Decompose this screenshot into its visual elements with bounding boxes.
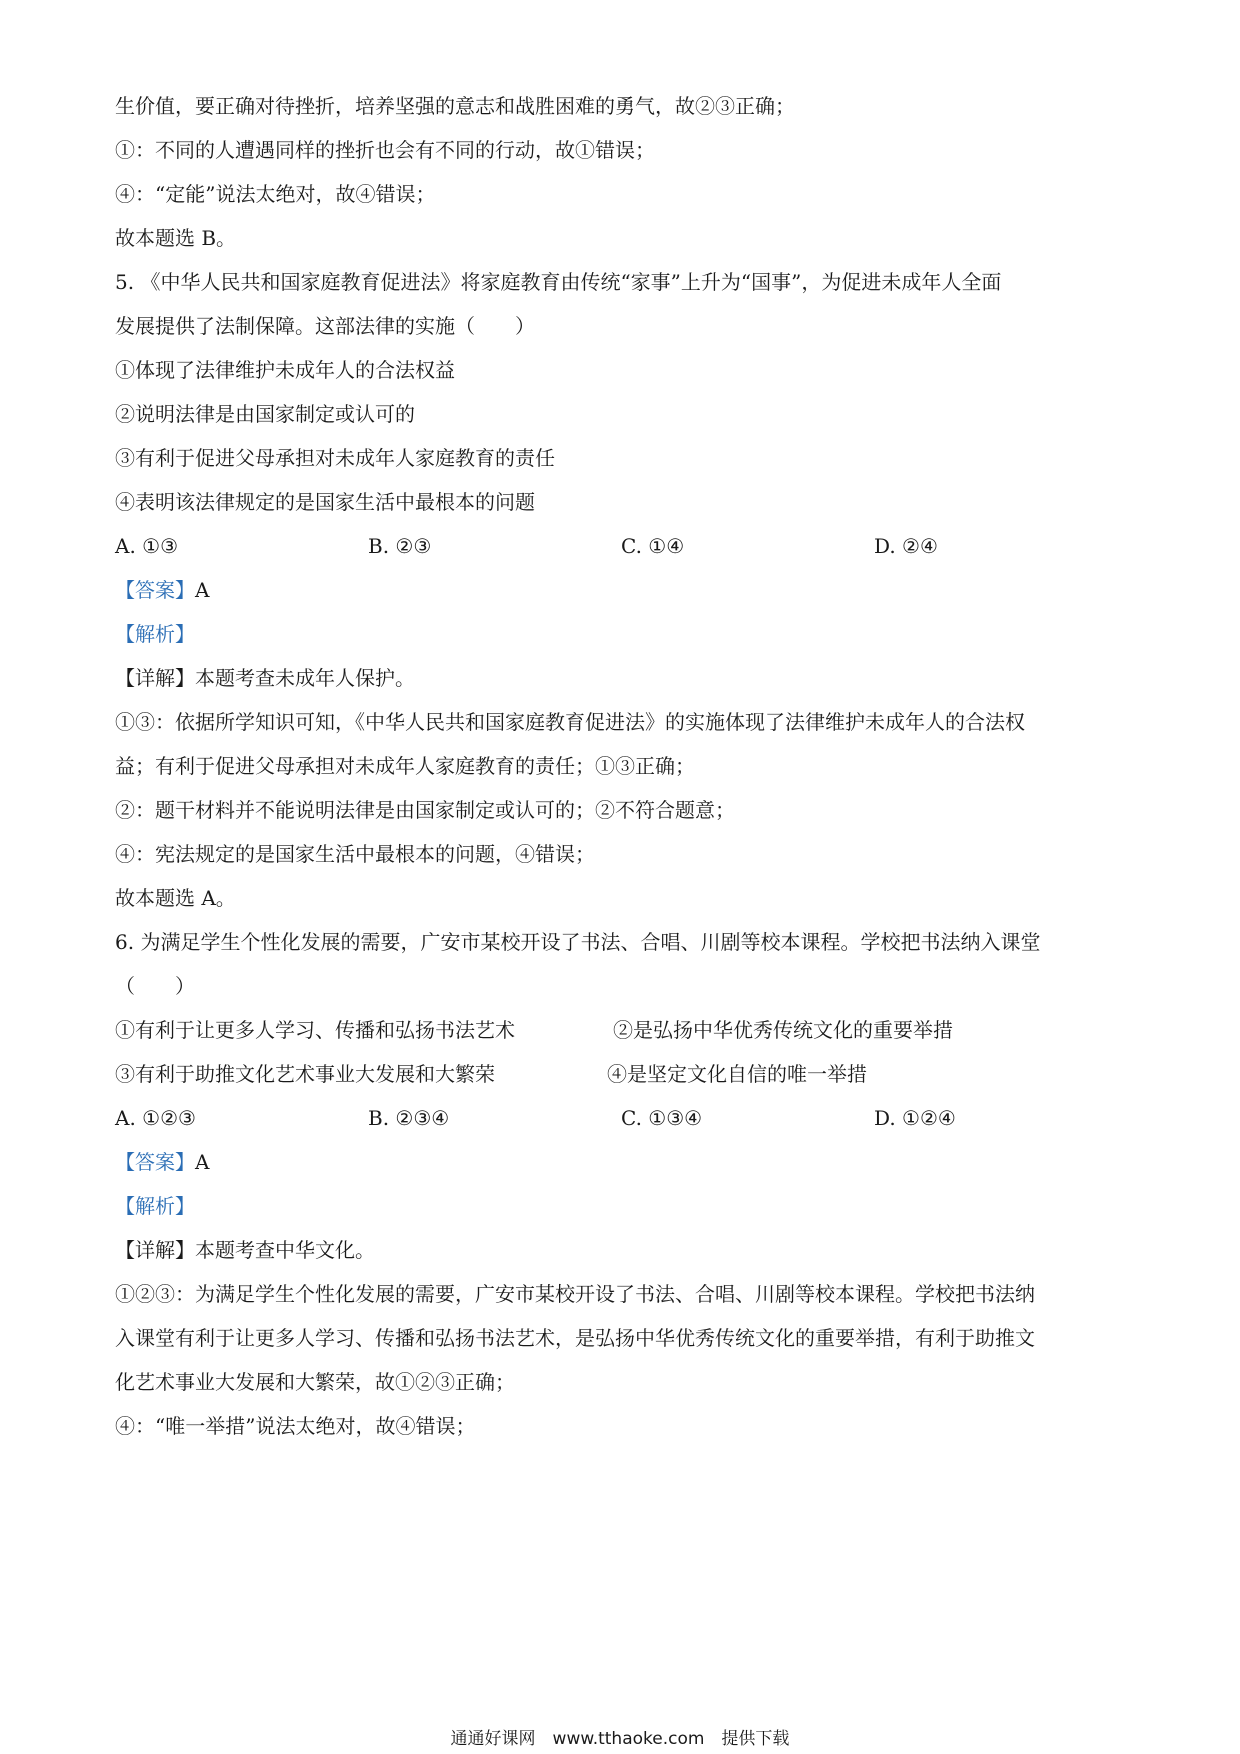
- question-5-analysis-heading: [115, 620, 195, 648]
- analysis-tag: 【解析】: [115, 622, 195, 646]
- question-5-option-c: C. ①④: [621, 534, 685, 558]
- question-5-stem: 发展提供了法制保障。这部法律的实施（ ）: [115, 314, 535, 338]
- question-5-conclusion: 故本题选 A。: [115, 886, 236, 910]
- answer-value: A: [195, 578, 210, 602]
- question-6-detail: [115, 1236, 375, 1264]
- answer-tag: 【答案】: [115, 1150, 195, 1174]
- question-5-explanation: ④：宪法规定的是国家生活中最根本的问题，④错误；: [115, 842, 595, 866]
- question-6-stem: （ ）: [115, 974, 195, 998]
- question-6-option-d: D. ①②④: [874, 1106, 956, 1130]
- question-6-option-c: C. ①③④: [621, 1106, 703, 1130]
- question-5-option-b: B. ②③: [368, 534, 432, 558]
- question-5-statement: ③有利于促进父母承担对未成年人家庭教育的责任: [115, 446, 555, 470]
- analysis-tag: 【解析】: [115, 1194, 195, 1218]
- question-6-statement: ①有利于让更多人学习、传播和弘扬书法艺术: [115, 1018, 515, 1042]
- question-6-answer: [115, 1148, 209, 1176]
- question-6-explanation: ④：“唯一举措”说法太绝对，故④错误；: [115, 1414, 476, 1438]
- question-5-explanation: 益；有利于促进父母承担对未成年人家庭教育的责任；①③正确；: [115, 754, 695, 778]
- question-5-statement: ①体现了法律维护未成年人的合法权益: [115, 358, 455, 382]
- question-6-option-a: A. ①②③: [115, 1106, 196, 1130]
- question-6-stem: 6. 为满足学生个性化发展的需要，广安市某校开设了书法、合唱、川剧等校本课程。学校把书法纳入课堂: [115, 930, 1041, 954]
- detail-text: 本题考查中华文化。: [195, 1238, 375, 1262]
- answer-tag: 【答案】: [115, 578, 195, 602]
- detail-text: 本题考查未成年人保护。: [195, 666, 415, 690]
- text-line: 生价值，要正确对待挫折，培养坚强的意志和战胜困难的勇气，故②③正确；: [115, 94, 795, 118]
- question-5-statement: ④表明该法律规定的是国家生活中最根本的问题: [115, 490, 535, 514]
- question-5-stem: 5. 《中华人民共和国家庭教育促进法》将家庭教育由传统“家事”上升为“国事”，为促进未成年人全面: [115, 270, 1002, 294]
- question-6-option-b: B. ②③④: [368, 1106, 450, 1130]
- detail-tag: 【详解】: [115, 1238, 195, 1262]
- question-5-option-d: D. ②④: [874, 534, 938, 558]
- question-5-detail: [115, 664, 415, 692]
- question-5-explanation: ②：题干材料并不能说明法律是由国家制定或认可的；②不符合题意；: [115, 798, 735, 822]
- question-6-explanation: ①②③：为满足学生个性化发展的需要，广安市某校开设了书法、合唱、川剧等校本课程。学校把书法纳: [115, 1282, 1035, 1306]
- question-5-explanation: ①③：依据所学知识可知，《中华人民共和国家庭教育促进法》的实施体现了法律维护未成年人的合法权: [115, 710, 1025, 734]
- question-6-explanation: 化艺术事业大发展和大繁荣，故①②③正确；: [115, 1370, 515, 1394]
- detail-tag: 【详解】: [115, 666, 195, 690]
- question-5-answer: [115, 576, 209, 604]
- text-line: ①：不同的人遭遇同样的挫折也会有不同的行动，故①错误；: [115, 138, 655, 162]
- question-6-explanation: 入课堂有利于让更多人学习、传播和弘扬书法艺术，是弘扬中华优秀传统文化的重要举措，有利于助推文: [115, 1326, 1035, 1350]
- question-5-option-a: A. ①③: [115, 534, 179, 558]
- question-5-statement: ②说明法律是由国家制定或认可的: [115, 402, 415, 426]
- question-6-statement: ②是弘扬中华优秀传统文化的重要举措: [613, 1018, 953, 1042]
- question-6-analysis-heading: [115, 1192, 195, 1220]
- text-line: ④：“定能”说法太绝对，故④错误；: [115, 182, 436, 206]
- text-line: 故本题选 B。: [115, 226, 237, 250]
- question-6-statement: ④是坚定文化自信的唯一举措: [607, 1062, 867, 1086]
- answer-value: A: [195, 1150, 210, 1174]
- footer-watermark: 通通好课网 www.tthaoke.com 提供下载: [450, 1729, 790, 1749]
- question-6-statement: ③有利于助推文化艺术事业大发展和大繁荣: [115, 1062, 495, 1086]
